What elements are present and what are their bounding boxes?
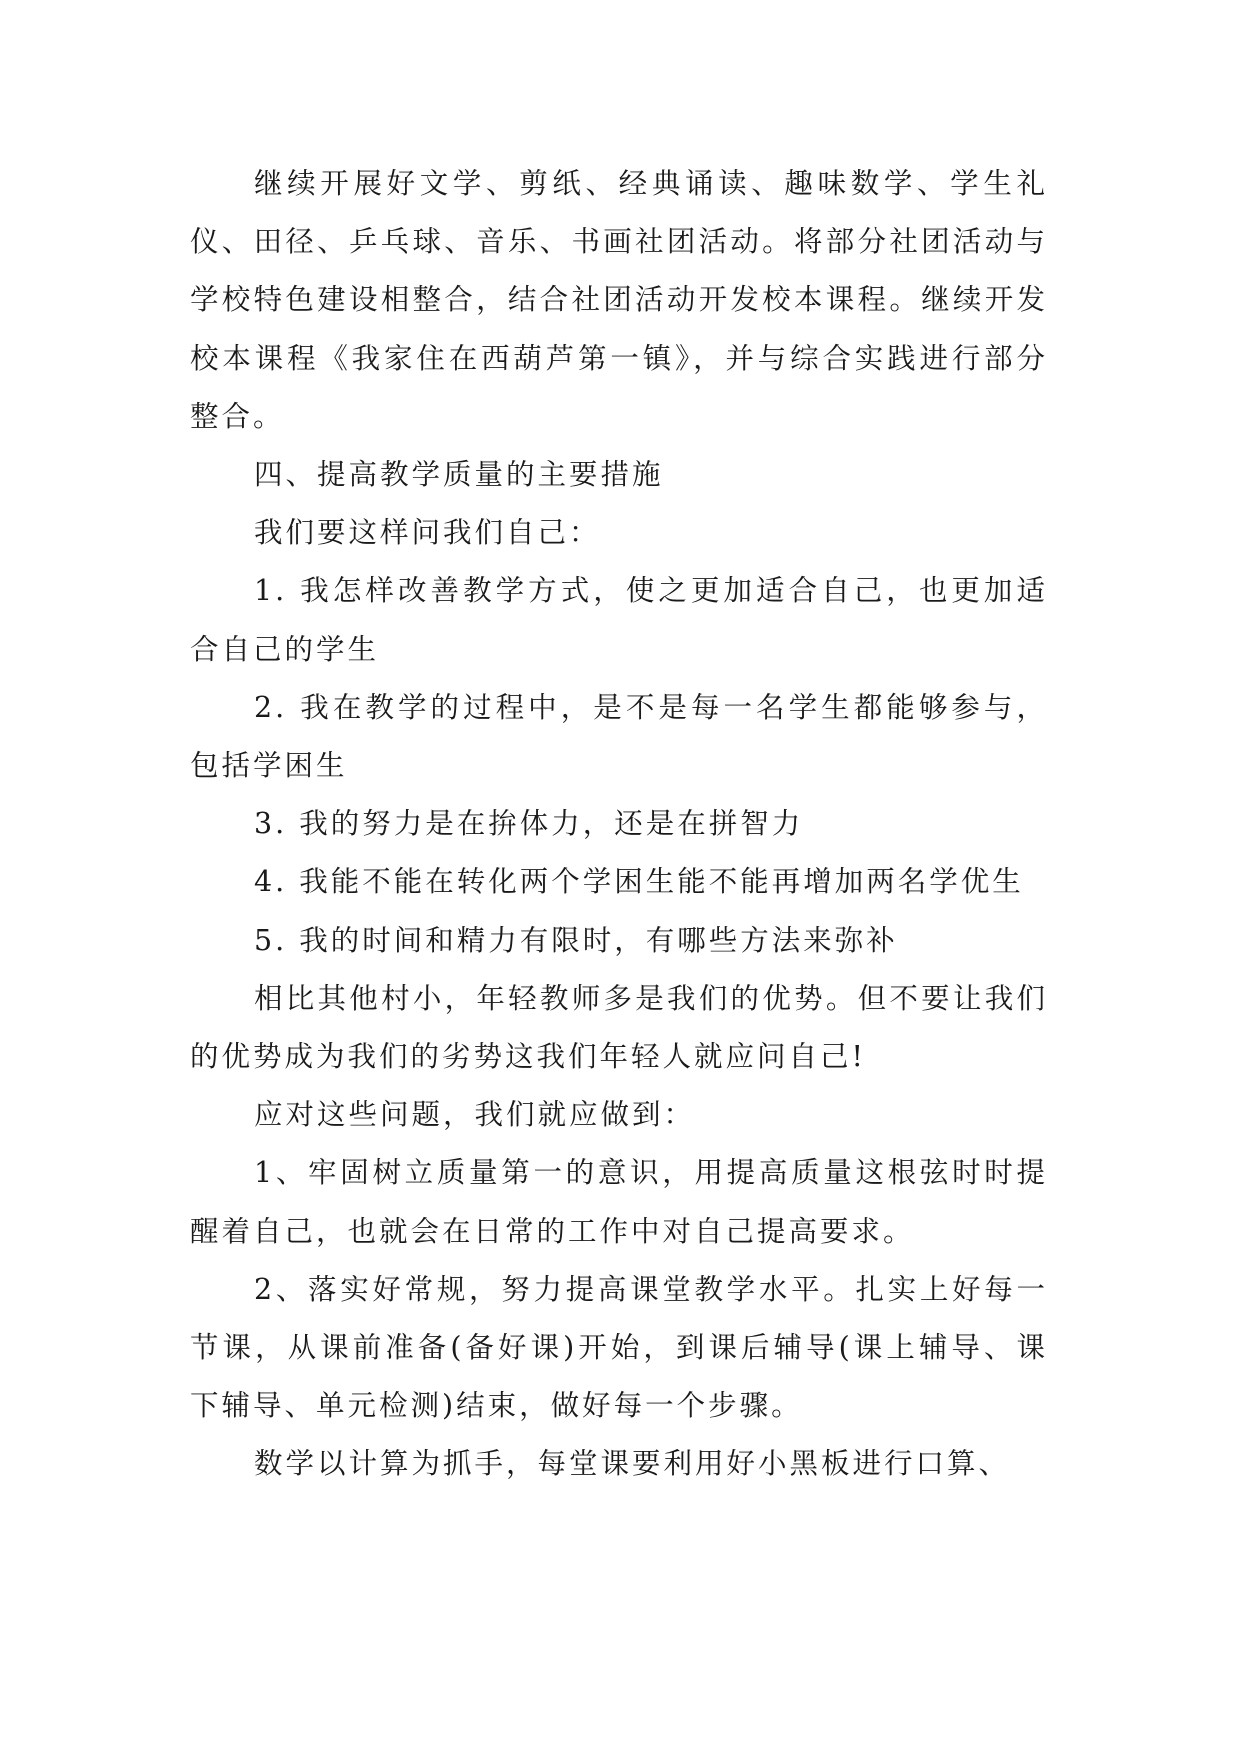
measure-1: 1、牢固树立质量第一的意识，用提高质量这根弦时时提醒着自己，也就会在日常的工作中对自己提高要求。 xyxy=(190,1156,1048,1248)
question-5: 5. 我的时间和精力有限时，有哪些方法来弥补 xyxy=(254,923,898,957)
paragraph-ask-ourselves: 我们要这样问我们自己： xyxy=(254,516,601,550)
document-body xyxy=(190,155,1048,1494)
question-3: 3. 我的努力是在拚体力，还是在拼智力 xyxy=(254,807,804,841)
paragraph-responses: 应对这些问题，我们就应做到： xyxy=(254,1098,696,1132)
question-1: 1. 我怎样改善教学方式，使之更加适合自己，也更加适合自己的学生 xyxy=(190,574,1048,666)
section-heading-4: 四、提高教学质量的主要措施 xyxy=(254,458,664,492)
question-2: 2. 我在教学的过程中，是不是每一名学生都能够参与，包括学困生 xyxy=(190,690,1048,783)
measure-2: 2、落实好常规，努力提高课堂教学水平。扎实上好每一节课，从课前准备(备好课)开始，到课后辅导(课上辅导、课下辅导、单元检测)结束，做好每一个步骤。 xyxy=(190,1272,1048,1423)
question-4: 4. 我能不能在转化两个学困生能不能再增加两名学优生 xyxy=(254,865,1024,899)
paragraph-young-teachers: 相比其他村小，年轻教师多是我们的优势。但不要让我们的优势成为我们的劣势这我们年轻人就应问自己! xyxy=(190,981,1048,1074)
paragraph-clubs: 继续开展好文学、剪纸、经典诵读、趣味数学、学生礼仪、田径、乒乓球、音乐、书画社团活动。将部分社团活动与学校特色建设相整合，结合社团活动开发校本课程。继续开发校本课程《我家住在西葫芦第一镇》，并与综合实践进行部分整合。 xyxy=(190,167,1048,433)
paragraph-math: 数学以计算为抓手，每堂课要利用好小黑板进行口算、 xyxy=(254,1447,1011,1481)
